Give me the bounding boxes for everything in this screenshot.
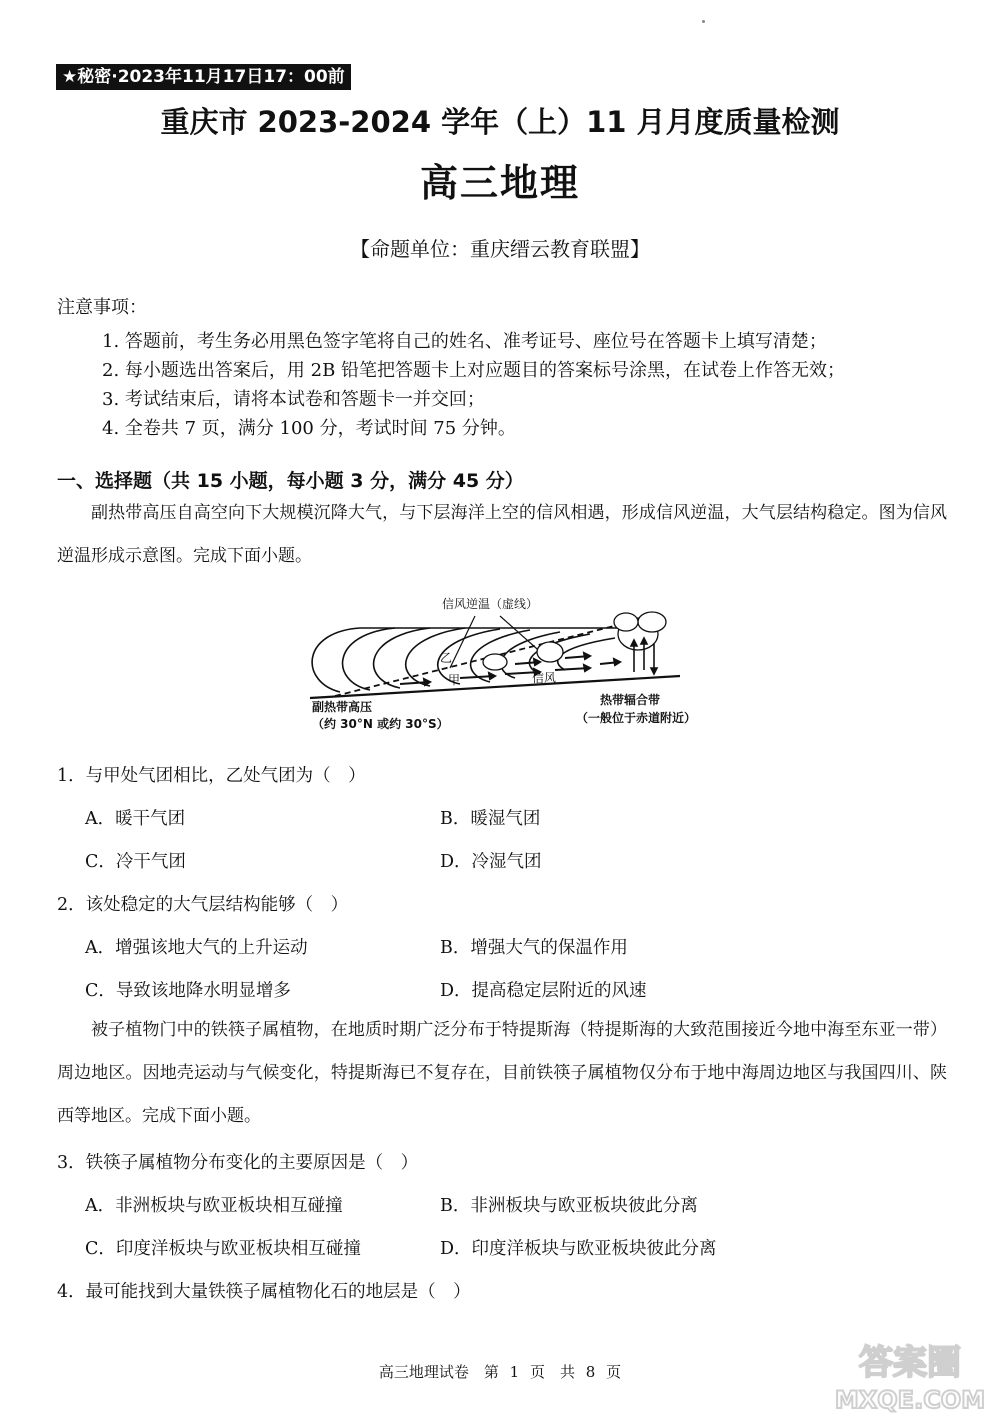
scan-speck xyxy=(702,20,705,23)
note-item: 1. 答题前，考生务必用黑色签字笔将自己的姓名、准考证号、座位号在答题卡上填写清楚； xyxy=(102,331,827,352)
circulation-arc xyxy=(374,628,430,688)
question-2-option-a: A．增强该地大气的上升运动 xyxy=(85,938,308,958)
question-3-option-d: D．印度洋板块与欧亚板块彼此分离 xyxy=(440,1239,717,1259)
label-itcz-note: （一般位于赤道附近） xyxy=(575,711,697,725)
question-3-stem: 3．铁筷子属植物分布变化的主要原因是（ ） xyxy=(57,1153,419,1173)
label-trade-wind: 信风 xyxy=(532,671,557,685)
confidential-label: ★秘密·2023年11月17日17：00前 xyxy=(56,64,351,90)
watermark-logo xyxy=(828,1332,992,1416)
note-item: 2. 每小题选出答案后，用 2B 铅笔把答题卡上对应题目的答案标号涂黑，在试卷上作答无效； xyxy=(102,360,846,381)
watermark-text-cn: 答案圈 xyxy=(859,1343,961,1383)
question-1-stem: 1．与甲处气团相比，乙处气团为（ ） xyxy=(57,766,366,786)
notes-title: 注意事项： xyxy=(57,297,147,318)
cloud xyxy=(483,654,507,670)
passage-1: 副热带高压自高空向下大规模沉降大气，与下层海洋上空的信风相遇，形成信风逆温，大气层结构稳定。图为信风逆温形成示意图。完成下面小题。 xyxy=(57,503,947,566)
label-subtropical-high: 副热带高压 xyxy=(312,700,373,714)
question-1-option-c: C．冷干气团 xyxy=(85,852,186,872)
question-3-option-a: A．非洲板块与欧亚板块相互碰撞 xyxy=(85,1196,343,1216)
exam-subject: 高三地理 xyxy=(419,161,580,205)
exam-title: 重庆市 2023-2024 学年（上）11 月月度质量检测 xyxy=(160,105,840,139)
label-subtropical-high-latitude: （约 30°N 或约 30°S） xyxy=(312,717,449,731)
question-2-stem: 2．该处稳定的大气层结构能够（ ） xyxy=(57,895,349,915)
label-yi: 乙 xyxy=(440,651,453,665)
question-3-option-b: B．非洲板块与欧亚板块彼此分离 xyxy=(440,1196,698,1216)
circulation-arc xyxy=(343,628,395,690)
question-2-option-c: C．导致该地降水明显增多 xyxy=(85,981,291,1001)
question-1-option-d: D．冷湿气团 xyxy=(440,852,542,872)
trade-wind-inversion-diagram xyxy=(300,592,720,742)
question-2-option-d: D．提高稳定层附近的风速 xyxy=(440,981,647,1001)
setting-unit: 【命题单位：重庆缙云教育联盟】 xyxy=(350,237,650,261)
passage-2: 被子植物门中的铁筷子属植物，在地质时期广泛分布于特提斯海（特提斯海的大致范围接近今地中海至东亚一带）周边地区。因地壳运动与气候变化，特提斯海已不复存在，目前铁筷子属植物仅分布于地中海周边地区与我国四川、陕西等地区。完成下面小题。 xyxy=(57,1020,947,1126)
watermark-text-en: MXQE.COM xyxy=(834,1386,986,1414)
label-itcz: 热带辐合带 xyxy=(599,693,661,707)
section-title: 一、选择题（共 15 小题，每小题 3 分，满分 45 分） xyxy=(57,470,524,492)
question-1-option-a: A．暖干气团 xyxy=(85,809,186,829)
page-footer: 高三地理试卷 第 1 页 共 8 页 xyxy=(378,1363,622,1381)
question-4-stem: 4．最可能找到大量铁筷子属植物化石的地层是（ ） xyxy=(57,1282,471,1302)
note-item: 3. 考试结束后，请将本试卷和答题卡一并交回； xyxy=(102,389,485,410)
question-1-option-b: B．暖湿气团 xyxy=(440,809,541,829)
question-2-option-b: B．增强大气的保温作用 xyxy=(440,938,628,958)
cloud xyxy=(537,642,563,662)
question-3-option-c: C．印度洋板块与欧亚板块相互碰撞 xyxy=(85,1239,361,1259)
label-jia: 甲 xyxy=(448,673,461,687)
inversion-label: 信风逆温（虚线） xyxy=(441,597,539,611)
note-item: 4. 全卷共 7 页，满分 100 分，考试时间 75 分钟。 xyxy=(102,418,516,439)
